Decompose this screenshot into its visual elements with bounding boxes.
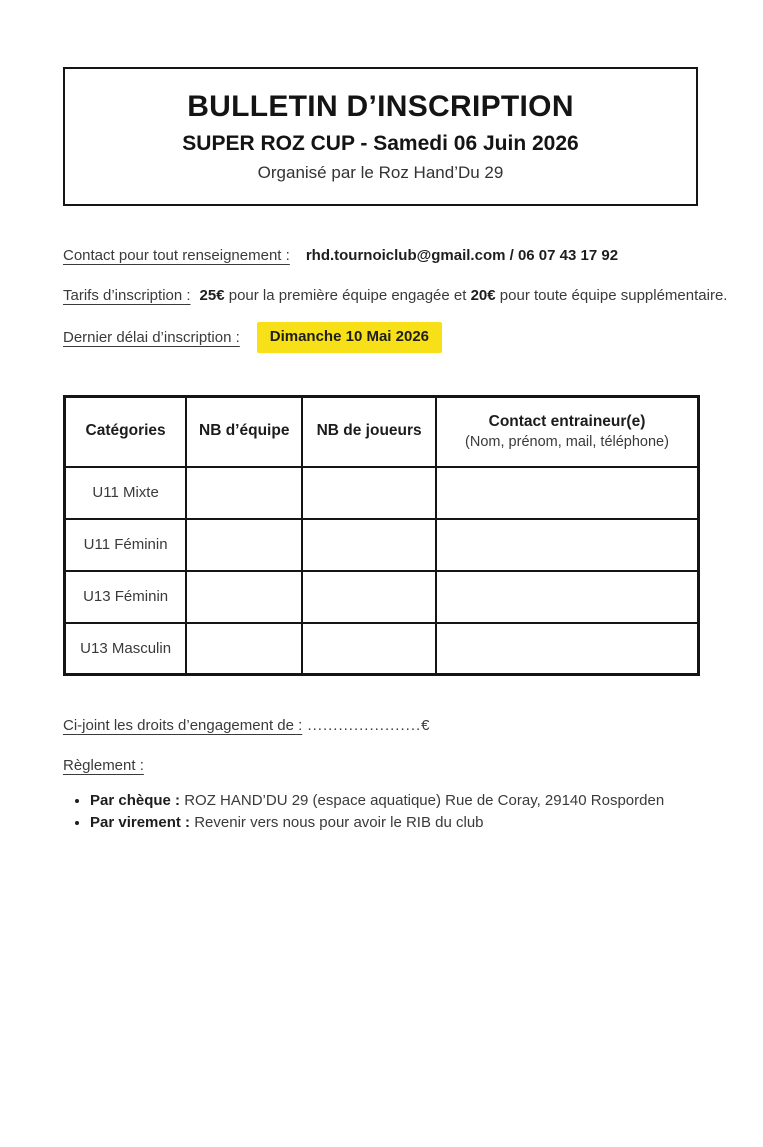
empty-cell-nb-equipe	[186, 623, 302, 675]
tarifs-price-first: 25€	[199, 287, 225, 304]
table-header-row	[65, 397, 699, 467]
organizer-text: Organisé par le Roz Hand’Du 29	[257, 162, 504, 182]
contact-line	[63, 246, 745, 266]
empty-cell-nb-equipe	[186, 467, 302, 519]
table-row	[65, 571, 699, 623]
category-cell: U13 Féminin	[65, 571, 187, 623]
category-cell: U11 Mixte	[65, 467, 187, 519]
payment-option-text: Revenir vers nous pour avoir le RIB du club	[190, 814, 484, 831]
payment-option-cheque	[90, 790, 763, 812]
header-cell-nb-equipe	[186, 397, 302, 467]
tarifs-line	[63, 286, 745, 306]
deadline-line	[63, 322, 745, 353]
category-cell: U13 Masculin	[65, 623, 187, 675]
empty-cell-nb-joueurs	[302, 571, 436, 623]
event-subtitle: SUPER ROZ CUP - Samedi 06 Juin 2026	[182, 132, 579, 156]
contact-label: Contact pour tout renseignement :	[63, 247, 290, 264]
categories-table	[63, 395, 700, 676]
header-box	[63, 67, 698, 206]
page-title: BULLETIN D’INSCRIPTION	[187, 89, 574, 123]
engagement-dots: ......................€	[302, 717, 431, 734]
empty-cell-contact	[436, 519, 699, 571]
header-cell-nb-joueurs	[302, 397, 436, 467]
empty-cell-nb-joueurs	[302, 519, 436, 571]
empty-cell-nb-joueurs	[302, 467, 436, 519]
tarifs-text-end: pour toute équipe supplémentaire.	[495, 287, 728, 304]
tarifs-label: Tarifs d’inscription :	[63, 287, 191, 304]
payment-option-label: Par virement :	[90, 814, 191, 831]
tarifs-text-mid: pour la première équipe engagée et	[224, 287, 471, 304]
engagement-line	[63, 716, 745, 736]
empty-cell-contact	[436, 623, 699, 675]
header-sublabel: (Nom, prénom, mail, téléphone)	[465, 433, 669, 450]
deadline-highlight: Dimanche 10 Mai 2026	[257, 322, 442, 353]
category-cell: U11 Féminin	[65, 519, 187, 571]
payment-option-label: Par chèque :	[90, 792, 181, 809]
empty-cell-contact	[436, 467, 699, 519]
header-label: Catégories	[85, 422, 166, 440]
header-cell-contact	[436, 397, 699, 467]
header-label: NB d’équipe	[199, 422, 290, 440]
table-row	[65, 519, 699, 571]
header-cell-categories	[65, 397, 187, 467]
reglement-heading	[63, 756, 745, 776]
payment-option-text: ROZ HAND’DU 29 (espace aquatique) Rue de Coray, 29140 Rosporden	[180, 792, 665, 809]
reglement-label: Règlement :	[63, 757, 144, 774]
empty-cell-contact	[436, 571, 699, 623]
deadline-label: Dernier délai d’inscription :	[63, 328, 240, 346]
empty-cell-nb-joueurs	[302, 623, 436, 675]
payment-option-virement	[90, 812, 763, 834]
engagement-label: Ci-joint les droits d’engagement de :	[63, 717, 303, 734]
table-row	[65, 623, 699, 675]
tarifs-price-additional: 20€	[470, 287, 496, 304]
payment-options-list	[90, 790, 763, 834]
table-row	[65, 467, 699, 519]
registration-form-page	[0, 67, 763, 1147]
contact-value: rhd.tournoiclub@gmail.com / 06 07 43 17 92	[305, 247, 619, 264]
header-label: NB de joueurs	[316, 422, 422, 440]
empty-cell-nb-equipe	[186, 571, 302, 623]
empty-cell-nb-equipe	[186, 519, 302, 571]
header-label: Contact entraineur(e)	[488, 412, 646, 430]
